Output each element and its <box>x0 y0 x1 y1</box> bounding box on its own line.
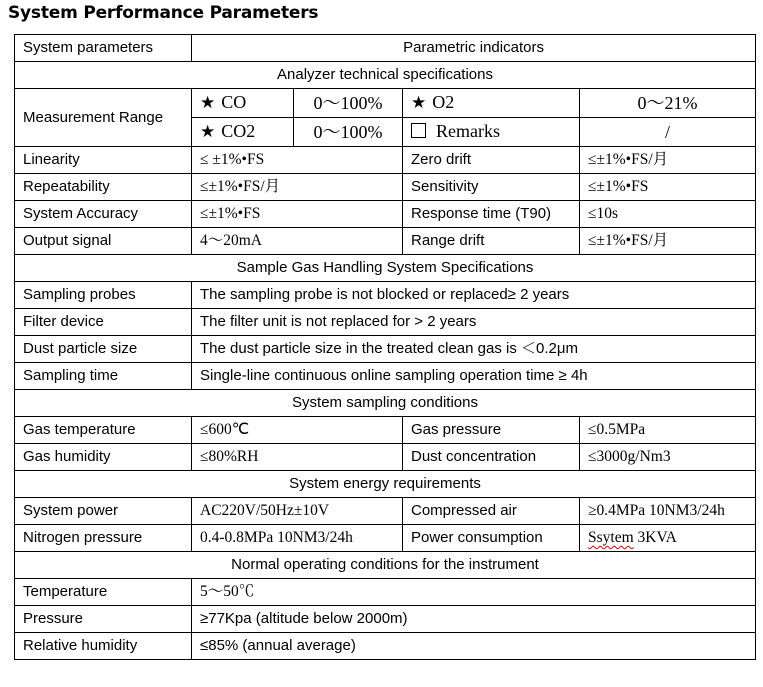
analyzer-row <box>15 174 756 201</box>
param-value: ≤±1%•FS/月 <box>580 228 756 255</box>
analyzer-row <box>15 201 756 228</box>
param-value: Single-line continuous online sampling operation time ≥ 4h <box>192 363 756 390</box>
param-label: System Accuracy <box>15 201 192 228</box>
param-value: ≤±1%•FS <box>580 174 756 201</box>
sample-row <box>15 309 756 336</box>
param-value: ≤0.5MPa <box>580 417 756 444</box>
star-icon: ★ <box>200 122 216 141</box>
param-label: Range drift <box>403 228 580 255</box>
gas-co-label: CO <box>221 92 247 112</box>
param-value: ≥77Kpa (altitude below 2000m) <box>192 606 756 633</box>
param-label: Temperature <box>15 579 192 606</box>
gas-co2-label: CO2 <box>221 121 256 141</box>
param-value: 0.4-0.8MPa 10NM3/24h <box>192 525 403 552</box>
param-label: Linearity <box>15 147 192 174</box>
measurement-range-label: Measurement Range <box>15 89 192 147</box>
param-value: ≤ ±1%•FS <box>192 147 403 174</box>
param-label: System power <box>15 498 192 525</box>
param-label: Relative humidity <box>15 633 192 660</box>
section-sample-gas: Sample Gas Handling System Specifications <box>15 255 756 282</box>
section-normal-conditions: Normal operating conditions for the instrument <box>15 552 756 579</box>
param-value: ≤80%RH <box>192 444 403 471</box>
param-label: Pressure <box>15 606 192 633</box>
param-label: Repeatability <box>15 174 192 201</box>
param-value: The sampling probe is not blocked or replaced≥ 2 years <box>192 282 756 309</box>
sample-row <box>15 363 756 390</box>
remarks-value: / <box>580 118 756 147</box>
section-row <box>15 390 756 417</box>
param-label: Gas pressure <box>403 417 580 444</box>
param-label: Output signal <box>15 228 192 255</box>
param-label: Power consumption <box>403 525 580 552</box>
checkbox-icon <box>411 123 426 138</box>
energy-row <box>15 525 756 552</box>
param-value: 5～50℃ <box>192 579 756 606</box>
range-co2: 0～100% <box>294 118 403 147</box>
param-label: Nitrogen pressure <box>15 525 192 552</box>
param-value: 4～20mA <box>192 228 403 255</box>
sample-row <box>15 336 756 363</box>
range-co: 0～100% <box>294 89 403 118</box>
star-icon: ★ <box>411 93 427 112</box>
gas-o2 <box>403 89 580 118</box>
page-title: System Performance Parameters <box>8 3 319 23</box>
param-label: Compressed air <box>403 498 580 525</box>
param-value: AC220V/50Hz±10V <box>192 498 403 525</box>
range-o2: 0～21% <box>580 89 756 118</box>
star-icon: ★ <box>200 93 216 112</box>
param-label: Response time (T90) <box>403 201 580 228</box>
performance-table <box>14 34 756 660</box>
gas-o2-label: O2 <box>432 92 455 112</box>
param-label: Dust concentration <box>403 444 580 471</box>
param-value <box>580 525 756 552</box>
section-sampling-conditions: System sampling conditions <box>15 390 756 417</box>
normal-row <box>15 606 756 633</box>
param-value: The dust particle size in the treated clean gas is ＜0.2μm <box>192 336 756 363</box>
param-value: ≤±1%•FS/月 <box>580 147 756 174</box>
param-label: Zero drift <box>403 147 580 174</box>
param-label: Gas temperature <box>15 417 192 444</box>
header-row <box>15 35 756 62</box>
normal-row <box>15 579 756 606</box>
param-value: The filter unit is not replaced for > 2 years <box>192 309 756 336</box>
param-label: Sampling time <box>15 363 192 390</box>
section-row <box>15 255 756 282</box>
conditions-row <box>15 417 756 444</box>
sample-row <box>15 282 756 309</box>
header-system-parameters: System parameters <box>15 35 192 62</box>
section-row <box>15 471 756 498</box>
section-row <box>15 552 756 579</box>
param-label: Sampling probes <box>15 282 192 309</box>
analyzer-row <box>15 147 756 174</box>
param-value: ≤±1%•FS/月 <box>192 174 403 201</box>
spelling-underlined-text: Ssytem <box>588 529 634 546</box>
power-value: 3KVA <box>633 529 677 546</box>
gas-co2 <box>192 118 294 147</box>
param-label: Sensitivity <box>403 174 580 201</box>
param-label: Filter device <box>15 309 192 336</box>
conditions-row <box>15 444 756 471</box>
measurement-row-1 <box>15 89 756 118</box>
energy-row <box>15 498 756 525</box>
header-parametric-indicators: Parametric indicators <box>192 35 756 62</box>
param-value: ≤±1%•FS <box>192 201 403 228</box>
param-value: ≤85% (annual average) <box>192 633 756 660</box>
param-value: ≤3000g/Nm3 <box>580 444 756 471</box>
remarks-label: Remarks <box>436 121 500 141</box>
param-value: ≤10s <box>580 201 756 228</box>
normal-row <box>15 633 756 660</box>
param-value: ≥0.4MPa 10NM3/24h <box>580 498 756 525</box>
param-value: ≤600℃ <box>192 417 403 444</box>
section-energy: System energy requirements <box>15 471 756 498</box>
remarks-cell <box>403 118 580 147</box>
param-label: Gas humidity <box>15 444 192 471</box>
param-label: Dust particle size <box>15 336 192 363</box>
section-row <box>15 62 756 89</box>
section-analyzer: Analyzer technical specifications <box>15 62 756 89</box>
analyzer-row <box>15 228 756 255</box>
gas-co <box>192 89 294 118</box>
